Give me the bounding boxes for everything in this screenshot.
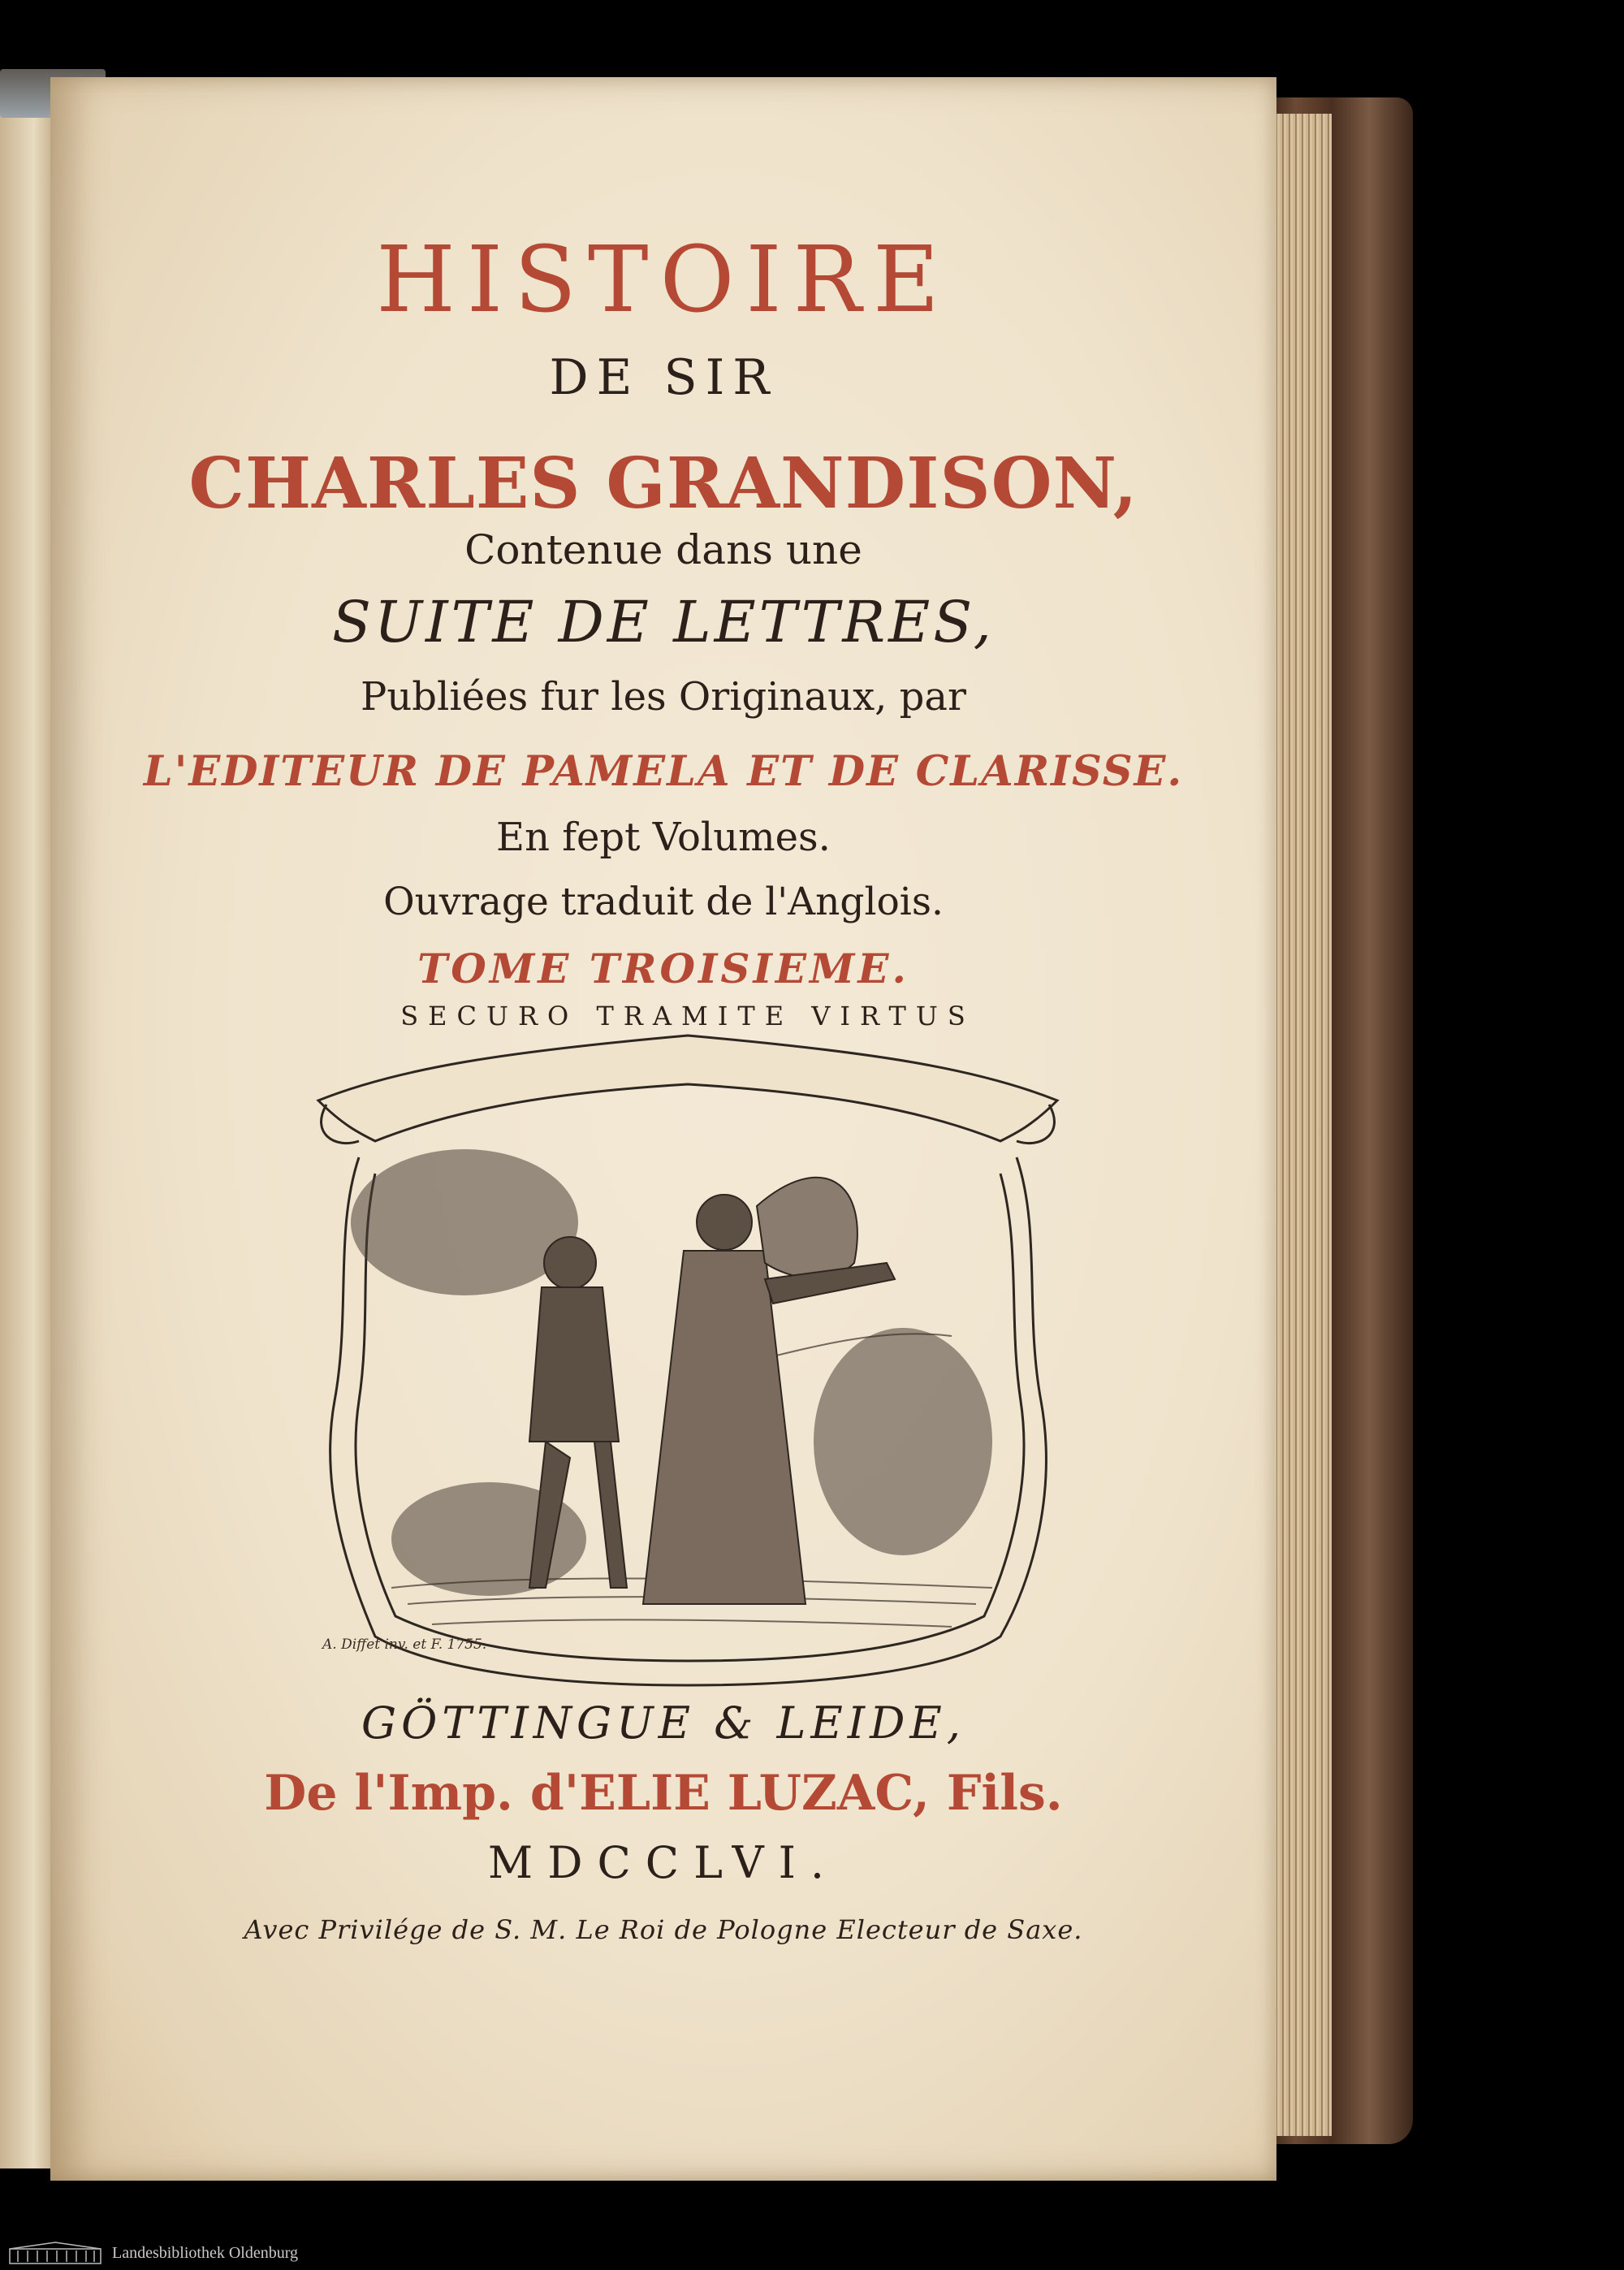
imprint-publisher: De l'Imp. d'ELIE LUZAC, Fils. <box>264 1765 1063 1822</box>
line-publiees: Publiées fur les Originaux, par <box>361 674 966 720</box>
line-ouvrage: Ouvrage traduit de l'Anglois. <box>383 880 944 924</box>
library-name: Landesbibliothek Oldenburg <box>112 2244 299 2262</box>
engraving-vignette <box>302 1019 1073 1701</box>
title-histoire: HISTOIRE <box>376 227 951 333</box>
left-page-edge <box>0 89 57 2168</box>
engraving-motto: SECURO TRAMITE VIRTUS <box>400 1001 975 1031</box>
line-volumes: En fept Volumes. <box>496 815 831 860</box>
title-charles-grandison: CHARLES GRANDISON, <box>188 443 1138 525</box>
library-building-icon <box>6 2241 104 2267</box>
line-editeur: L'EDITEUR DE PAMELA ET DE CLARISSE. <box>143 747 1184 796</box>
title-de-sir: DE SIR <box>549 349 778 406</box>
library-footer <box>0 2238 1624 2270</box>
line-tome: TOME TROISIEME. <box>417 945 909 992</box>
imprint-year: MDCCLVI. <box>487 1837 840 1888</box>
imprint-place: GÖTTINGUE & LEIDE, <box>361 1697 965 1749</box>
page-edges <box>1267 114 1332 2136</box>
imprint-privilege: Avec Privilége de S. M. Le Roi de Pologne Electeur de Saxe. <box>244 1914 1083 1945</box>
line-suite-de-lettres: SUITE DE LETTRES, <box>332 589 995 655</box>
line-contenue: Contenue dans une <box>464 526 862 573</box>
engraver-credit: A. Diffet inv. et F. 1755. <box>322 1637 487 1653</box>
